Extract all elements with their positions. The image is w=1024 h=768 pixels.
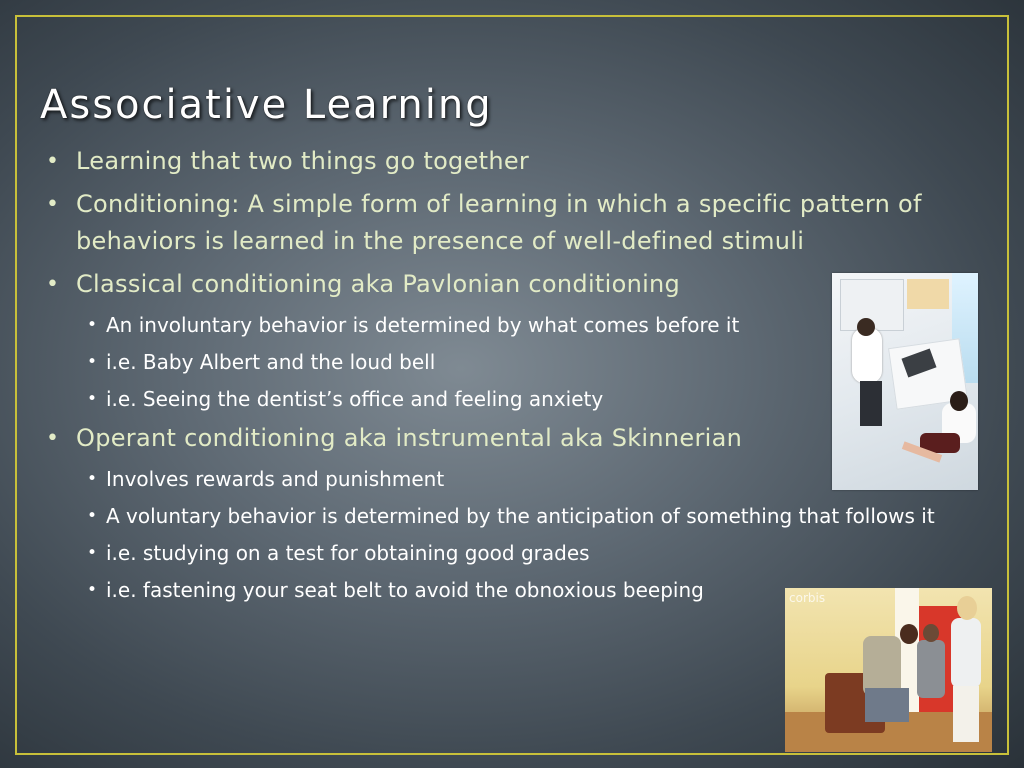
sub-bullet-voluntary-behavior: • A voluntary behavior is determined by the anticipation of something that follows it	[44, 501, 966, 531]
photo2-boy-head	[900, 624, 918, 644]
photo2-woman-pants	[953, 686, 979, 742]
photo2-woman-head	[957, 596, 977, 620]
photo2-woman-body	[951, 618, 981, 688]
bullet-classical-conditioning: • Classical conditioning aka Pavlonian conditioning	[44, 266, 944, 303]
photo2-man-body	[917, 640, 945, 698]
slide-content	[44, 143, 944, 605]
sub-bullet-rewards-punishment: • Involves rewards and punishment	[44, 464, 944, 494]
slide-title: Associative Learning	[40, 82, 493, 128]
bullet-conditioning-definition: • Conditioning: A simple form of learning in which a specific pattern of behaviors is learned in the presence of well-defined stimuli	[44, 186, 956, 260]
photo1-doctor-pants	[860, 381, 882, 426]
sub-bullet-baby-albert: • i.e. Baby Albert and the loud bell	[44, 347, 944, 377]
photo1-doctor-head	[857, 318, 875, 336]
doctor-patient-photo	[832, 273, 978, 490]
photo2-boy-body	[863, 636, 901, 696]
photo2-watermark: corbis	[789, 591, 826, 605]
bullet-learning-together: • Learning that two things go together	[44, 143, 944, 180]
photo1-patient-head	[950, 391, 968, 411]
classroom-photo	[785, 588, 992, 752]
sub-bullet-seat-belt: • i.e. fastening your seat belt to avoid the obnoxious beeping	[44, 575, 944, 605]
sub-bullet-studying-test: • i.e. studying on a test for obtaining good grades	[44, 538, 944, 568]
photo1-doctor-body	[852, 328, 882, 383]
sub-bullet-involuntary-behavior: • An involuntary behavior is determined by what comes before it	[44, 310, 944, 340]
photo1-shelf-boxes	[907, 279, 949, 309]
photo2-boy-pants	[865, 688, 909, 722]
photo2-man-head	[923, 624, 939, 642]
sub-bullet-dentist-office: • i.e. Seeing the dentist’s office and feeling anxiety	[44, 384, 944, 414]
bullet-operant-conditioning: • Operant conditioning aka instrumental aka Skinnerian	[44, 420, 944, 457]
